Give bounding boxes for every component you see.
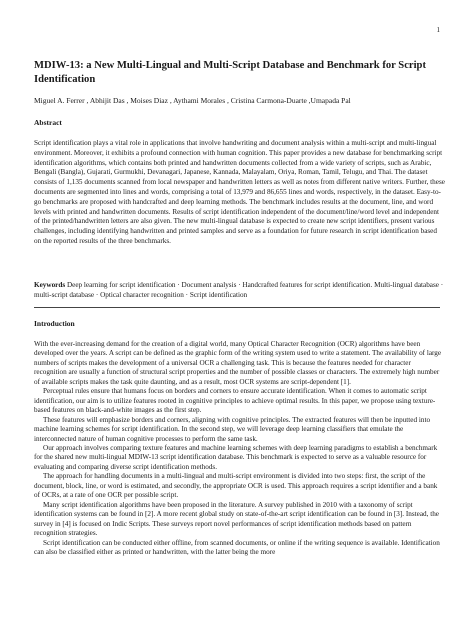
paragraph: Many script identification algorithms have been proposed in the literature. A survey published in 2010 with a taxonomy of script identification systems can be found in [2]. A more recent global study on state-of-the-art script identification can be found in [3]. Instead, the survey in [4] is focused on Indic Scripts. These surveys report novel performances of script identification methods based on pattern recognition strategies. [34, 500, 439, 538]
page-number: 1 [436, 26, 440, 34]
author-list: Miguel A. Ferrer , Abhijit Das , Moises Diaz , Aythami Morales , Cristina Carmona-Duarte ,Umapada Pal [34, 96, 351, 105]
keywords-label: Keywords [34, 281, 66, 289]
paper-title: MDIW-13: a New Multi-Lingual and Multi-Script Database and Benchmark for Script Identification [34, 60, 426, 85]
paragraph: These features will emphasize borders and corners, aligning with cognitive principles. The extracted features will then be inputted into machine learning schemes for script identification. In the second step, we will leverage deep learning classifiers that emulate the interconnected nature of human cognitive processes to perform the same task. [34, 415, 431, 443]
section-divider [34, 307, 440, 308]
paragraph: Our approach involves comparing texture features and machine learning schemes with deep learning paradigms to establish a benchmark for the shared new multi-lingual MDIW-13 script identification database. This benchmark is expected to serve as a valuable resource for evaluating and comparing diverse script identification methods. [34, 443, 438, 471]
paragraph: Perceptual rules ensure that humans focus on borders and corners to ensure accurate identification. When it comes to automatic script identification, our aim is to utilize features rooted in cognitive principles to achieve optimal results. In this paper, we propose using texture-based features on black-and-white images as the first step. [34, 387, 436, 415]
keywords-text: Deep learning for script identification · Document analysis · Handcrafted features for script identification. Multi-lingual database · multi-script database · Optical character recognition · Script identification [34, 281, 444, 299]
paragraph: With the ever-increasing demand for the creation of a digital world, many Optical Character Recognition (OCR) algorithms have been developed over the years. A script can be defined as the graphic form of the writing system used to write a statement. The availability of large numbers of scripts makes the development of a universal OCR a challenging task. This is because the features needed for character recognition are usually a function of structural script properties and the number of possible classes or characters. The extremely high number of available scripts makes the task quite daunting, and as a result, most OCR systems are script-dependent [1]. [34, 340, 442, 386]
paragraph: The approach for handling documents in a multi-lingual and multi-script environment is divided into two steps: first, the script of the document, block, line, or word is estimated, and secondly, the appropriate OCR is used. This approach requires a script identifier and a bank of OCRs, at a rate of one OCR per possible script. [34, 472, 438, 500]
introduction-heading: Introduction [34, 319, 75, 328]
abstract-heading: Abstract [34, 118, 62, 127]
keywords [34, 281, 445, 301]
introduction-text [34, 340, 445, 557]
abstract-text: Script identification plays a vital role in applications that involve handwriting and document analysis within a multi-script and multi-lingual environment. Moreover, it exhibits a profound connection with human cognition. This paper provides a new database for benchmarking script identification algorithms, which contains both printed and handwritten documents collected from a wide variety of scripts, such as Arabic, Bengali (Bangla), Gujarati, Gurmukhi, Devanagari, Japanese, Kannada, Malayalam, Oriya, Roman, Tamil, Telugu, and Thai. The dataset consists of 1,135 documents scanned from local newspaper and handwritten letters as well as notes from different native writers. Further, these documents are segmented into lines and words, comprising a total of 13,979 and 86,655 lines and words, respectively, in the dataset. Easy-to-go benchmarks are proposed with handcrafted and deep learning methods. The benchmark includes results at the document, line, and word levels with printed and handwritten documents. Results of script identification independent of the document/line/word level and independent of the printed/handwritten letters are also given. The new multi-lingual database is expected to create new script identifiers, present various challenges, including identifying handwritten and printed samples and serve as a foundation for future research in script identification based on the reported results of the three benchmarks. [34, 139, 445, 245]
paragraph: Script identification can be conducted either offline, from scanned documents, or online if the writing sequence is available. Identification can also be classified either as printed or handwritten, with the latter being the more [34, 538, 440, 556]
